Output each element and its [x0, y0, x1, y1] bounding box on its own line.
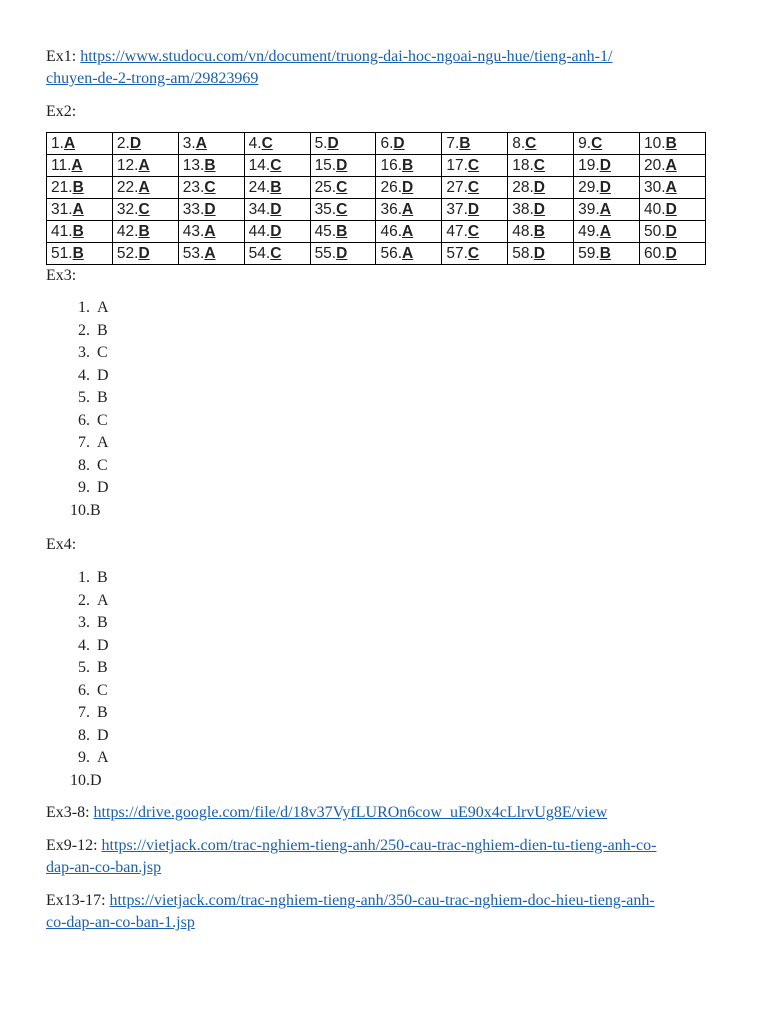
- answer-letter: B: [533, 223, 545, 240]
- answer-letter: D: [599, 179, 611, 196]
- list-item: [46, 770, 726, 793]
- answer-letter: A: [599, 223, 611, 240]
- answer-cell: [508, 177, 574, 199]
- table-row: [47, 155, 706, 177]
- item-answer: D: [97, 726, 109, 744]
- answer-cell: [574, 133, 640, 155]
- question-number: 47.: [446, 223, 468, 240]
- question-number: 26.: [380, 179, 403, 196]
- question-number: 13.: [182, 157, 205, 174]
- question-number: 22.: [116, 179, 139, 196]
- question-number: 43.: [182, 223, 205, 240]
- question-number: 19.: [578, 157, 600, 174]
- answer-cell: [47, 243, 113, 265]
- question-number: 2.: [116, 135, 130, 152]
- item-number: 5.: [78, 389, 90, 406]
- answer-letter: C: [336, 179, 348, 196]
- question-number: 24.: [248, 179, 271, 196]
- list-item: [46, 635, 726, 658]
- item-number: 7.: [78, 434, 90, 451]
- answer-letter: D: [533, 245, 545, 262]
- item-answer: B: [97, 704, 108, 721]
- list-item: [46, 680, 726, 703]
- answer-cell: [47, 177, 113, 199]
- answer-letter: B: [72, 179, 84, 196]
- ex3-8-label: Ex3-8:: [46, 804, 90, 821]
- answer-cell: [640, 243, 706, 265]
- answer-cell: [112, 177, 178, 199]
- question-number: 46.: [380, 223, 403, 240]
- question-number: 50.: [644, 223, 666, 240]
- answer-cell: [178, 177, 244, 199]
- item-number: 5.: [78, 659, 90, 676]
- answer-letter: A: [195, 135, 207, 152]
- answer-letter: A: [204, 245, 216, 262]
- table-row: [47, 221, 706, 243]
- question-number: 44.: [248, 223, 271, 240]
- item-number: 3.: [78, 614, 90, 631]
- answer-cell: [244, 133, 310, 155]
- list-item: [46, 590, 726, 613]
- item-answer: A: [97, 434, 109, 451]
- answer-letter: C: [336, 201, 348, 218]
- question-number: 31.: [51, 201, 73, 218]
- list-item: [46, 612, 726, 635]
- question-number: 54.: [248, 245, 271, 262]
- answer-cell: [376, 155, 442, 177]
- answer-cell: [508, 133, 574, 155]
- item-answer: B: [97, 659, 108, 676]
- answer-letter: D: [665, 223, 677, 240]
- item-number: 1.: [78, 299, 90, 316]
- answer-cell: [178, 155, 244, 177]
- answer-cell: [442, 221, 508, 243]
- answer-cell: [244, 221, 310, 243]
- answer-letter: A: [665, 179, 677, 196]
- question-number: 57.: [446, 245, 468, 262]
- answer-cell: [244, 243, 310, 265]
- answer-cell: [640, 199, 706, 221]
- ex9-12-link-line2: dap-an-co-ban.jsp: [46, 859, 162, 876]
- ex4-answer-list: [46, 567, 726, 792]
- answer-letter: B: [599, 245, 611, 262]
- answer-cell: [508, 199, 574, 221]
- answer-cell: [640, 155, 706, 177]
- answer-letter: D: [270, 223, 282, 240]
- answer-cell: [376, 177, 442, 199]
- question-number: 51.: [51, 245, 73, 262]
- answer-letter: D: [336, 157, 348, 174]
- answer-letter: D: [533, 179, 545, 196]
- ex13-17-link[interactable]: [46, 892, 655, 931]
- question-number: 30.: [644, 179, 666, 196]
- question-number: 16.: [380, 157, 403, 174]
- answer-letter: D: [393, 135, 405, 152]
- answer-letter: A: [204, 223, 216, 240]
- answer-letter: D: [402, 179, 414, 196]
- list-item: [46, 387, 726, 410]
- answer-letter: C: [533, 157, 545, 174]
- question-number: 5.: [314, 135, 328, 152]
- item-answer: D: [97, 366, 109, 384]
- question-number: 8.: [512, 135, 526, 152]
- answer-letter: B: [72, 223, 84, 240]
- answer-letter: D: [327, 135, 339, 152]
- item-answer: B: [97, 321, 108, 339]
- question-number: 33.: [182, 201, 205, 218]
- list-item: [46, 747, 726, 770]
- answer-cell: [178, 199, 244, 221]
- answer-letter: C: [270, 245, 282, 262]
- question-number: 10.: [644, 135, 666, 152]
- answer-cell: [47, 199, 113, 221]
- answer-cell: [112, 133, 178, 155]
- ex1-paragraph: [46, 46, 726, 90]
- answer-cell: [112, 221, 178, 243]
- answer-cell: [376, 221, 442, 243]
- question-number: 11.: [51, 157, 72, 174]
- question-number: 59.: [578, 245, 600, 262]
- item-answer: A: [97, 299, 109, 316]
- question-number: 60.: [644, 245, 666, 262]
- list-item: [46, 500, 726, 523]
- answer-letter: B: [138, 223, 150, 240]
- answer-letter: B: [72, 245, 84, 262]
- item-number: 10.: [70, 771, 90, 789]
- question-number: 3.: [182, 135, 196, 152]
- answer-cell: [376, 133, 442, 155]
- answer-cell: [112, 243, 178, 265]
- item-number: 2.: [78, 591, 90, 609]
- item-number: 8.: [78, 726, 90, 744]
- item-answer: A: [97, 591, 109, 609]
- table-row: [47, 199, 706, 221]
- item-answer: C: [97, 344, 108, 361]
- answer-cell: [508, 221, 574, 243]
- ex9-12-paragraph: [46, 835, 726, 879]
- answer-letter: A: [665, 157, 677, 174]
- item-answer: B: [97, 614, 108, 631]
- answer-cell: [640, 177, 706, 199]
- question-number: 27.: [446, 179, 468, 196]
- answer-letter: C: [204, 179, 216, 196]
- answer-letter: C: [467, 245, 480, 262]
- answer-letter: D: [467, 201, 480, 218]
- answer-cell: [508, 155, 574, 177]
- answer-letter: C: [138, 201, 150, 218]
- question-number: 41.: [51, 223, 73, 240]
- ex13-17-link-line2: co-dap-an-co-ban-1.jsp: [46, 914, 195, 931]
- list-item: [46, 702, 726, 725]
- ex1-link[interactable]: [46, 48, 612, 87]
- answer-letter: B: [204, 157, 216, 174]
- list-item: [46, 567, 726, 590]
- answer-letter: D: [665, 245, 677, 262]
- answer-cell: [376, 243, 442, 265]
- answer-cell: [508, 243, 574, 265]
- ex1-link-line2: chuyen-de-2-trong-am/29823969: [46, 70, 259, 87]
- answer-cell: [442, 243, 508, 265]
- answer-letter: A: [402, 201, 414, 218]
- answer-letter: D: [129, 135, 142, 152]
- ex2-answer-table: [46, 132, 706, 265]
- answer-letter: B: [270, 179, 282, 196]
- list-item: [46, 365, 726, 388]
- answer-cell: [310, 133, 376, 155]
- answer-cell: [640, 133, 706, 155]
- answer-cell: [442, 155, 508, 177]
- ex2-label: Ex2:: [46, 103, 77, 120]
- item-number: 3.: [78, 344, 90, 361]
- item-answer: B: [97, 389, 108, 406]
- answer-letter: C: [591, 135, 603, 152]
- question-number: 17.: [446, 157, 468, 174]
- answer-letter: C: [467, 157, 480, 174]
- list-item: [46, 320, 726, 343]
- question-number: 56.: [380, 245, 403, 262]
- question-number: 52.: [116, 245, 139, 262]
- answer-letter: B: [459, 135, 471, 152]
- answer-cell: [442, 177, 508, 199]
- answer-letter: D: [599, 157, 611, 174]
- list-item: [46, 725, 726, 748]
- question-number: 38.: [512, 201, 534, 218]
- ex9-12-label: Ex9-12:: [46, 837, 98, 854]
- answer-letter: D: [204, 201, 216, 218]
- answer-cell: [47, 221, 113, 243]
- question-number: 20.: [644, 157, 666, 174]
- question-number: 40.: [644, 201, 666, 218]
- item-answer: D: [97, 636, 109, 654]
- item-number: 8.: [78, 456, 90, 474]
- answer-cell: [310, 155, 376, 177]
- item-answer: C: [97, 411, 108, 429]
- answer-letter: A: [138, 179, 150, 196]
- answer-cell: [376, 199, 442, 221]
- item-number: 9.: [78, 479, 90, 496]
- answer-letter: A: [72, 201, 84, 218]
- answer-cell: [574, 221, 640, 243]
- answer-cell: [310, 199, 376, 221]
- question-number: 14.: [248, 157, 271, 174]
- answer-cell: [178, 133, 244, 155]
- item-answer: B: [97, 569, 108, 586]
- answer-cell: [47, 155, 113, 177]
- answer-letter: C: [270, 157, 282, 174]
- answer-cell: [112, 199, 178, 221]
- answer-cell: [112, 155, 178, 177]
- question-number: 48.: [512, 223, 534, 240]
- item-number: 6.: [78, 681, 90, 699]
- answer-cell: [244, 199, 310, 221]
- answer-letter: D: [336, 245, 348, 262]
- item-answer: D: [97, 479, 109, 496]
- list-item: [46, 455, 726, 478]
- answer-cell: [574, 199, 640, 221]
- answer-letter: B: [402, 157, 414, 174]
- answer-letter: A: [402, 223, 414, 240]
- question-number: 1.: [51, 135, 64, 152]
- ex4-label: Ex4:: [46, 536, 77, 553]
- list-item: [46, 432, 726, 455]
- answer-cell: [310, 221, 376, 243]
- list-item: [46, 657, 726, 680]
- item-number: 4.: [78, 636, 90, 654]
- answer-cell: [310, 243, 376, 265]
- list-item: [46, 410, 726, 433]
- answer-letter: A: [63, 135, 76, 152]
- answer-cell: [244, 155, 310, 177]
- answer-letter: B: [336, 223, 348, 240]
- answer-cell: [47, 133, 113, 155]
- question-number: 45.: [314, 223, 337, 240]
- question-number: 23.: [182, 179, 205, 196]
- ex13-17-paragraph: [46, 890, 726, 934]
- item-number: 10.: [70, 501, 90, 519]
- answer-letter: A: [402, 245, 414, 262]
- item-answer: D: [90, 771, 102, 789]
- item-number: 2.: [78, 321, 90, 339]
- ex13-17-label: Ex13-17:: [46, 892, 106, 909]
- item-number: 1.: [78, 569, 90, 586]
- question-number: 55.: [314, 245, 337, 262]
- answer-cell: [640, 221, 706, 243]
- question-number: 18.: [512, 157, 534, 174]
- question-number: 32.: [116, 201, 139, 218]
- ex3-answer-list: [46, 297, 726, 522]
- answer-letter: C: [525, 135, 537, 152]
- answer-letter: A: [71, 157, 83, 174]
- question-number: 25.: [314, 179, 337, 196]
- answer-letter: A: [599, 201, 611, 218]
- answer-letter: D: [533, 201, 545, 218]
- answer-letter: C: [261, 135, 273, 152]
- item-number: 6.: [78, 411, 90, 429]
- question-number: 15.: [314, 157, 337, 174]
- question-number: 29.: [578, 179, 600, 196]
- answer-cell: [310, 177, 376, 199]
- ex9-12-link[interactable]: [46, 837, 656, 876]
- list-item: [46, 477, 726, 500]
- question-number: 21.: [51, 179, 73, 196]
- ex9-12-link-line1: https://vietjack.com/trac-nghiem-tieng-anh/250-cau-trac-nghiem-dien-tu-tieng-anh-co-: [101, 837, 657, 854]
- question-number: 28.: [512, 179, 534, 196]
- question-number: 42.: [116, 223, 139, 240]
- question-number: 12.: [116, 157, 139, 174]
- answer-letter: B: [665, 135, 677, 152]
- answer-cell: [442, 133, 508, 155]
- item-answer: C: [97, 456, 108, 474]
- answer-cell: [574, 177, 640, 199]
- answer-cell: [244, 177, 310, 199]
- answer-letter: D: [665, 201, 677, 218]
- item-number: 9.: [78, 749, 90, 766]
- list-item: [46, 342, 726, 365]
- answer-letter: D: [270, 201, 282, 218]
- answer-letter: C: [467, 179, 480, 196]
- document-page: [46, 46, 726, 945]
- table-row: [47, 243, 706, 265]
- item-number: 7.: [78, 704, 90, 721]
- ex3-8-link[interactable]: https://drive.google.com/file/d/18v37VyfLUROn6cow_uE90x4cLlrvUg8E/view: [93, 804, 608, 821]
- table-row: [47, 177, 706, 199]
- item-answer: C: [97, 681, 108, 699]
- question-number: 58.: [512, 245, 534, 262]
- answer-letter: A: [138, 157, 150, 174]
- question-number: 6.: [380, 135, 394, 152]
- question-number: 49.: [578, 223, 600, 240]
- question-number: 53.: [182, 245, 205, 262]
- question-number: 37.: [446, 201, 468, 218]
- list-item: [46, 297, 726, 320]
- item-answer: B: [90, 501, 101, 519]
- ex1-link-line1: https://www.studocu.com/vn/document/truong-dai-hoc-ngoai-ngu-hue/tieng-anh-1/: [80, 48, 613, 65]
- answer-cell: [574, 155, 640, 177]
- question-number: 34.: [248, 201, 271, 218]
- answer-cell: [574, 243, 640, 265]
- question-number: 4.: [248, 135, 262, 152]
- table-row: [47, 133, 706, 155]
- question-number: 36.: [380, 201, 403, 218]
- question-number: 35.: [314, 201, 337, 218]
- answer-cell: [178, 221, 244, 243]
- ex3-label: Ex3:: [46, 267, 77, 284]
- answer-cell: [442, 199, 508, 221]
- answer-letter: C: [467, 223, 480, 240]
- question-number: 39.: [578, 201, 600, 218]
- answer-letter: D: [138, 245, 150, 262]
- ex1-label: Ex1:: [46, 48, 77, 65]
- item-answer: A: [97, 749, 109, 766]
- question-number: 9.: [578, 135, 592, 152]
- answer-cell: [178, 243, 244, 265]
- ex3-8-paragraph: [46, 802, 726, 824]
- ex13-17-link-line1: https://vietjack.com/trac-nghiem-tieng-anh/350-cau-trac-nghiem-doc-hieu-tieng-anh-: [109, 892, 655, 909]
- question-number: 7.: [446, 135, 460, 152]
- item-number: 4.: [78, 366, 90, 384]
